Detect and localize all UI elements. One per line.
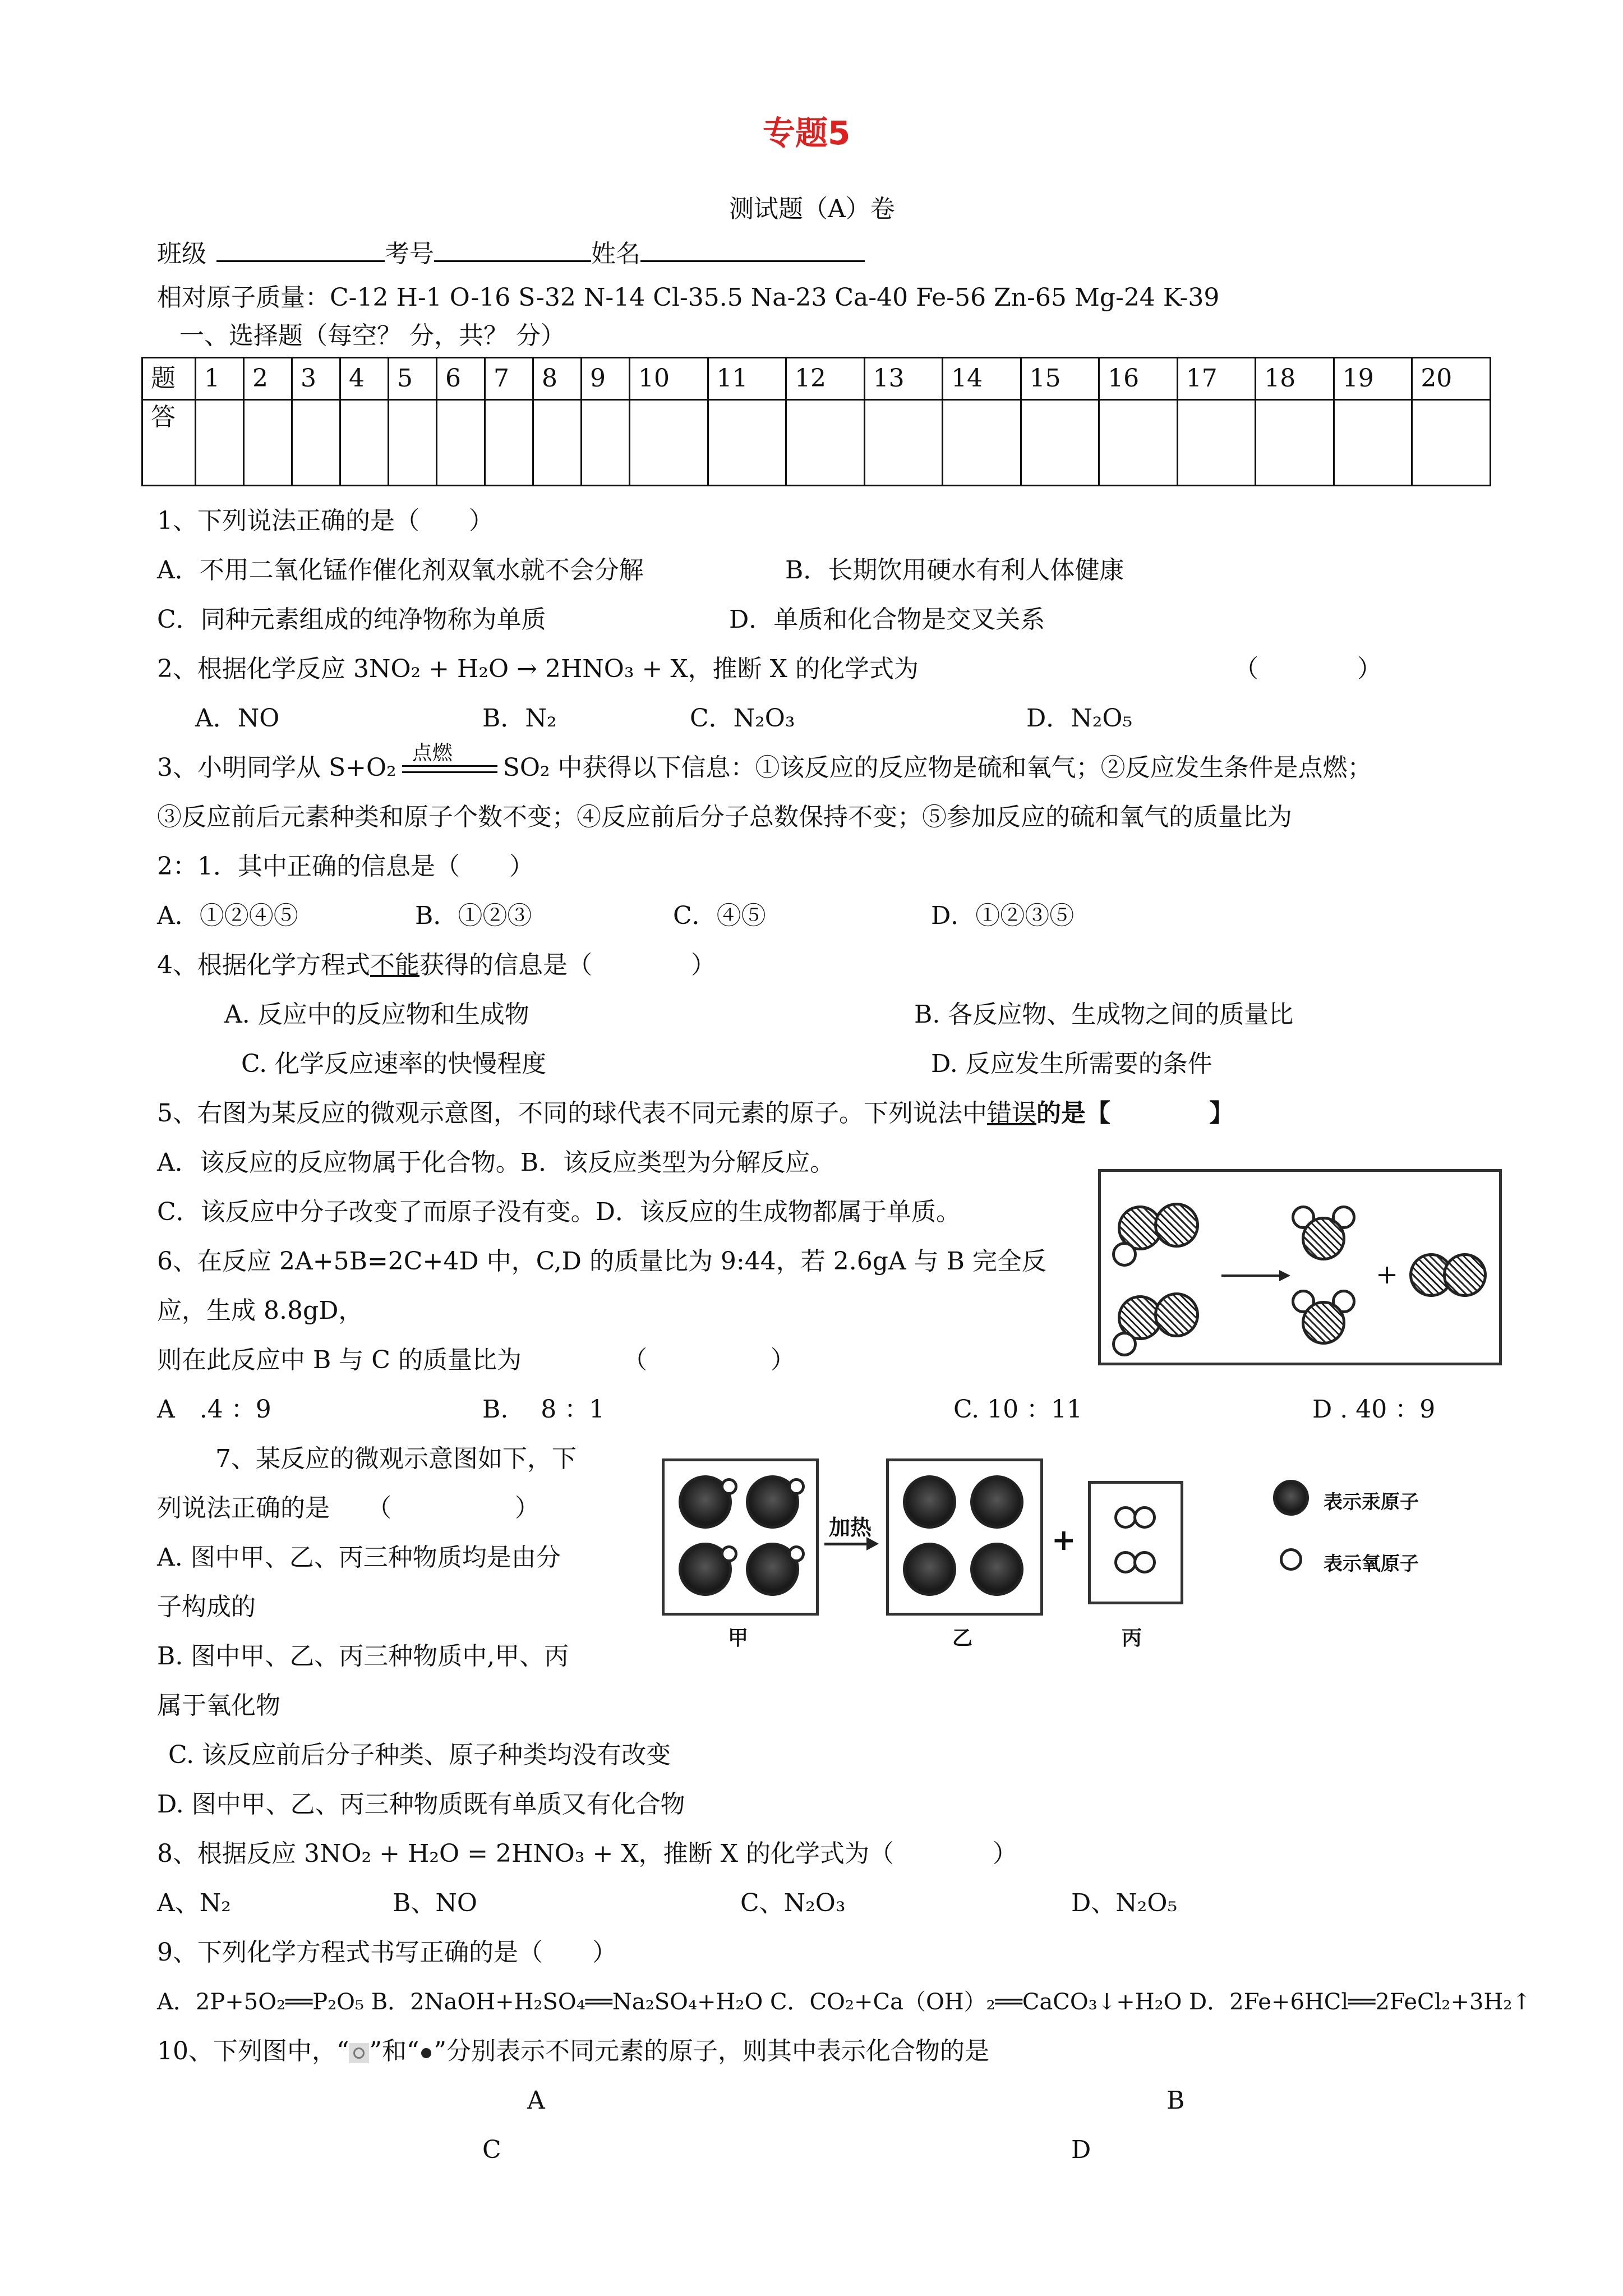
q1-stem: 1、下列说法正确的是（ ） — [157, 507, 494, 535]
q5-reaction-diagram — [1098, 1169, 1502, 1365]
section-heading: 一、选择题（每空？ 分，共？ 分） — [179, 321, 565, 350]
reaction-arrow-head — [1279, 1270, 1290, 1281]
q5-options-ab: A．该反应的反应物属于化合物。B．该反应类型为分解反应。 — [157, 1148, 835, 1177]
hollow-atom-icon — [349, 2043, 369, 2063]
label-yi: 乙 — [952, 1626, 973, 1650]
mercury-atom — [903, 1543, 956, 1596]
q7-reaction-diagram — [662, 1447, 1503, 1660]
product-atom — [1302, 1217, 1345, 1260]
q4-stem-pre: 4、根据化学方程式 — [157, 951, 370, 979]
q7-option-d[interactable]: D. 图中甲、乙、丙三种物质既有单质又有化合物 — [157, 1790, 685, 1819]
label-bing: 丙 — [1122, 1626, 1142, 1650]
q3-condition — [396, 742, 503, 783]
table-cell: 3 — [292, 358, 340, 400]
answer-cell[interactable] — [1177, 400, 1256, 486]
table-row-answers — [142, 400, 1491, 486]
q8-option-b[interactable]: B、NO — [393, 1889, 477, 1917]
answer-cell[interactable] — [630, 400, 708, 486]
q5-stem-pre: 5、右图为某反应的微观示意图，不同的球代表不同元素的原子。下列说法中 — [157, 1099, 987, 1128]
legend-mercury-icon — [1273, 1480, 1309, 1516]
q4-stem-post: 获得的信息是（ ） — [419, 951, 716, 979]
name-label: 姓名 — [591, 240, 640, 268]
q3-option-a[interactable]: A．①②④⑤ — [157, 901, 298, 930]
q1-option-a[interactable]: A．不用二氧化锰作催化剂双氧水就不会分解 — [157, 556, 644, 585]
answer-cell[interactable] — [196, 400, 244, 486]
q9-stem: 9、下列化学方程式书写正确的是（ ） — [157, 1938, 617, 1967]
q2-stem: 2、根据化学反应 3NO₂ + H₂O → 2HNO₃ + X，推断 X 的化学式为 — [157, 655, 919, 683]
q6-paren: （ ） — [623, 1346, 795, 1374]
answer-cell[interactable] — [340, 400, 389, 486]
answer-cell[interactable] — [943, 400, 1021, 486]
table-cell: 10 — [630, 358, 708, 400]
q8-option-d[interactable]: D、N₂O₅ — [1071, 1889, 1178, 1917]
q7-option-b1[interactable]: B. 图中甲、乙、丙三种物质中,甲、丙 — [157, 1642, 569, 1671]
table-cell: 17 — [1177, 358, 1256, 400]
table-cell: 11 — [708, 358, 786, 400]
mercury-atom — [970, 1475, 1023, 1529]
answer-cell[interactable] — [292, 400, 340, 486]
q1-option-c[interactable]: C．同种元素组成的纯净物称为单质 — [157, 605, 546, 634]
table-cell: 20 — [1412, 358, 1491, 400]
legend-oxygen-label: 表示氧原子 — [1324, 1553, 1419, 1575]
answer-cell[interactable] — [1021, 400, 1099, 486]
plus-sign: + — [1052, 1523, 1076, 1557]
q8-option-a[interactable]: A、N₂ — [157, 1889, 231, 1917]
q3-condition-text: 点燃 — [412, 742, 453, 765]
exam-no-label: 考号 — [385, 240, 434, 268]
q4-option-b[interactable]: B. 各反应物、生成物之间的质量比 — [914, 1000, 1294, 1029]
q5-stem — [157, 1098, 1234, 1129]
q6-option-a[interactable]: A .4 ：9 — [157, 1395, 271, 1424]
box-yi — [886, 1458, 1043, 1616]
class-label: 班级 — [157, 240, 206, 268]
q10-option-b[interactable]: B — [1166, 2086, 1185, 2115]
class-blank[interactable] — [216, 238, 385, 262]
q4-option-a[interactable]: A. 反应中的反应物和生成物 — [224, 1000, 529, 1029]
answer-cell[interactable] — [533, 400, 582, 486]
answer-cell[interactable] — [864, 400, 943, 486]
q7-option-a2: 子构成的 — [157, 1593, 256, 1621]
row-head-answer: 答 — [142, 400, 196, 486]
reactant-atom — [1112, 1242, 1137, 1267]
oxygen-atom — [721, 1545, 737, 1562]
box-jia — [662, 1458, 819, 1616]
answer-cell[interactable] — [1256, 400, 1334, 486]
q10-option-c[interactable]: C — [482, 2136, 501, 2164]
table-cell: 7 — [485, 358, 533, 400]
answer-cell[interactable] — [1334, 400, 1412, 486]
oxygen-atom — [1133, 1506, 1156, 1529]
oxygen-atom — [788, 1545, 805, 1562]
page-subtitle: 测试题（A）卷 — [729, 195, 895, 223]
table-cell: 18 — [1256, 358, 1334, 400]
q2-paren: （ ） — [1234, 655, 1382, 683]
answer-cell[interactable] — [485, 400, 533, 486]
table-row-numbers — [142, 358, 1491, 400]
label-jia: 甲 — [728, 1626, 749, 1650]
q3-line2: ③反应前后元素种类和原子个数不变；④反应前后分子总数保持不变；⑤参加反应的硫和氧气的质量比为 — [157, 803, 1292, 831]
q6-option-b[interactable]: B. 8 ：1 — [482, 1395, 605, 1424]
q4-stem — [157, 950, 716, 981]
box-bing — [1088, 1481, 1183, 1604]
student-info-line — [157, 238, 865, 269]
answer-cell[interactable] — [244, 400, 292, 486]
hollow-atom-ring — [353, 2047, 365, 2059]
q2-option-c[interactable]: C．N₂O₃ — [690, 704, 795, 733]
solid-atom-icon — [421, 2048, 431, 2058]
q3-equals-sign — [402, 765, 497, 773]
table-cell: 9 — [582, 358, 630, 400]
q3-line3: 2：1．其中正确的信息是（ ） — [157, 852, 534, 881]
answer-cell[interactable] — [389, 400, 437, 486]
reaction-arrow — [1221, 1274, 1283, 1277]
name-blank[interactable] — [640, 238, 865, 262]
q3-option-d[interactable]: D．①②③⑤ — [931, 901, 1075, 930]
q10-stem-mid: ”和“ — [369, 2037, 419, 2065]
page-title: 专题5 — [763, 114, 851, 152]
answer-cell[interactable] — [437, 400, 485, 486]
answer-table — [141, 357, 1491, 486]
plus-sign: + — [1376, 1259, 1399, 1290]
q6-option-d[interactable]: D . 40 ：9 — [1312, 1395, 1436, 1424]
reactant-atom — [1154, 1203, 1199, 1248]
row-head-question: 题 — [142, 358, 196, 400]
reactant-atom — [1154, 1292, 1199, 1337]
oxygen-atom — [721, 1478, 737, 1495]
q8-stem: 8、根据反应 3NO₂ + H₂O = 2HNO₃ + X，推断 X 的化学式为（ ） — [157, 1839, 1017, 1868]
q4-option-c[interactable]: C. 化学反应速率的快慢程度 — [241, 1050, 547, 1078]
reactant-atom — [1112, 1332, 1137, 1356]
oxygen-atom — [788, 1478, 805, 1495]
q6-line3: 则在此反应中 B 与 C 的质量比为 — [157, 1346, 522, 1374]
q5-stem-underlined: 错误 — [987, 1099, 1036, 1128]
table-cell: 12 — [786, 358, 865, 400]
mercury-atom — [970, 1543, 1023, 1596]
q9-options: A．2P+5O₂══P₂O₅ B．2NaOH+H₂SO₄══Na₂SO₄+H₂O C．CO₂+Ca（OH）₂══CaCO₃↓+H₂O D．2Fe+6HCl══2FeCl₂+3H₂↑ — [157, 1989, 1531, 2015]
q7-option-c[interactable]: C. 该反应前后分子种类、原子种类均没有改变 — [168, 1741, 671, 1769]
table-cell: 14 — [943, 358, 1021, 400]
q1-option-d[interactable]: D．单质和化合物是交叉关系 — [729, 605, 1045, 634]
q4-option-d[interactable]: D. 反应发生所需要的条件 — [931, 1050, 1212, 1078]
q3-line1 — [157, 742, 1372, 783]
table-cell: 6 — [437, 358, 485, 400]
heat-label: 加热 — [829, 1515, 872, 1540]
q2-option-d[interactable]: D．N₂O₅ — [1026, 704, 1133, 733]
answer-cell[interactable] — [582, 400, 630, 486]
q6-line1: 6、在反应 2A+5B=2C+4D 中，C,D 的质量比为 9:44，若 2.6gA 与 B 完全反 — [157, 1247, 1046, 1276]
table-cell: 2 — [244, 358, 292, 400]
table-cell: 16 — [1099, 358, 1178, 400]
product-atom — [1443, 1253, 1487, 1297]
table-cell: 15 — [1021, 358, 1099, 400]
q4-stem-underlined: 不能 — [370, 951, 419, 979]
q6-option-c[interactable]: C. 10 ：11 — [953, 1395, 1083, 1424]
q7-line2: 列说法正确的是 （ ） — [157, 1494, 540, 1522]
q5-options-cd: C．该反应中分子改变了而原子没有变。D．该反应的生成物都属于单质。 — [157, 1198, 961, 1226]
table-cell: 13 — [864, 358, 943, 400]
table-cell: 19 — [1334, 358, 1412, 400]
table-cell: 4 — [340, 358, 389, 400]
legend-mercury-label: 表示汞原子 — [1324, 1491, 1419, 1513]
table-cell: 1 — [196, 358, 244, 400]
q6-line2: 应，生成 8.8gD， — [157, 1296, 363, 1325]
q7-line1: 7、某反应的微观示意图如下，下 — [215, 1444, 577, 1473]
q7-option-b2: 属于氧化物 — [157, 1691, 280, 1720]
q7-option-a1[interactable]: A. 图中甲、乙、丙三种物质均是由分 — [157, 1543, 561, 1572]
q3-equation-left: 3、小明同学从 S+O₂ — [157, 753, 396, 782]
q5-stem-post: 的是【 】 — [1036, 1099, 1234, 1128]
q2-option-b[interactable]: B．N₂ — [482, 704, 557, 733]
q3-option-c[interactable]: C．④⑤ — [673, 901, 766, 930]
reaction-arrow-head — [866, 1537, 879, 1550]
q10-stem-post: ”分别表示不同元素的原子，则其中表示化合物的是 — [434, 2037, 989, 2065]
oxygen-atom — [1133, 1551, 1156, 1573]
q10-option-a[interactable]: A — [527, 2086, 545, 2115]
answer-cell[interactable] — [1099, 400, 1178, 486]
q3-equation-right: SO₂ 中获得以下信息：①该反应的反应物是硫和氧气；②反应发生条件是点燃； — [502, 753, 1372, 782]
q2-option-a[interactable]: A．NO — [195, 704, 280, 733]
exam-no-blank[interactable] — [434, 238, 591, 262]
q10-option-d[interactable]: D — [1071, 2136, 1091, 2164]
reaction-arrow — [824, 1543, 869, 1545]
q10-stem-pre: 10、下列图中，“ — [157, 2037, 349, 2065]
atomic-mass-line: 相对原子质量：C-12 H-1 O-16 S-32 N-14 Cl-35.5 Na-23 Ca-40 Fe-56 Zn-65 Mg-24 K-39 — [157, 283, 1220, 312]
answer-cell[interactable] — [1412, 400, 1491, 486]
table-cell: 8 — [533, 358, 582, 400]
answer-cell[interactable] — [786, 400, 865, 486]
mercury-atom — [903, 1475, 956, 1529]
answer-cell[interactable] — [708, 400, 786, 486]
table-cell: 5 — [389, 358, 437, 400]
q3-option-b[interactable]: B．①②③ — [415, 901, 532, 930]
q10-stem — [157, 2036, 989, 2067]
q8-option-c[interactable]: C、N₂O₃ — [740, 1889, 846, 1917]
q1-option-b[interactable]: B．长期饮用硬水有利人体健康 — [785, 556, 1124, 585]
legend-oxygen-icon — [1280, 1548, 1302, 1571]
product-atom — [1302, 1301, 1345, 1345]
